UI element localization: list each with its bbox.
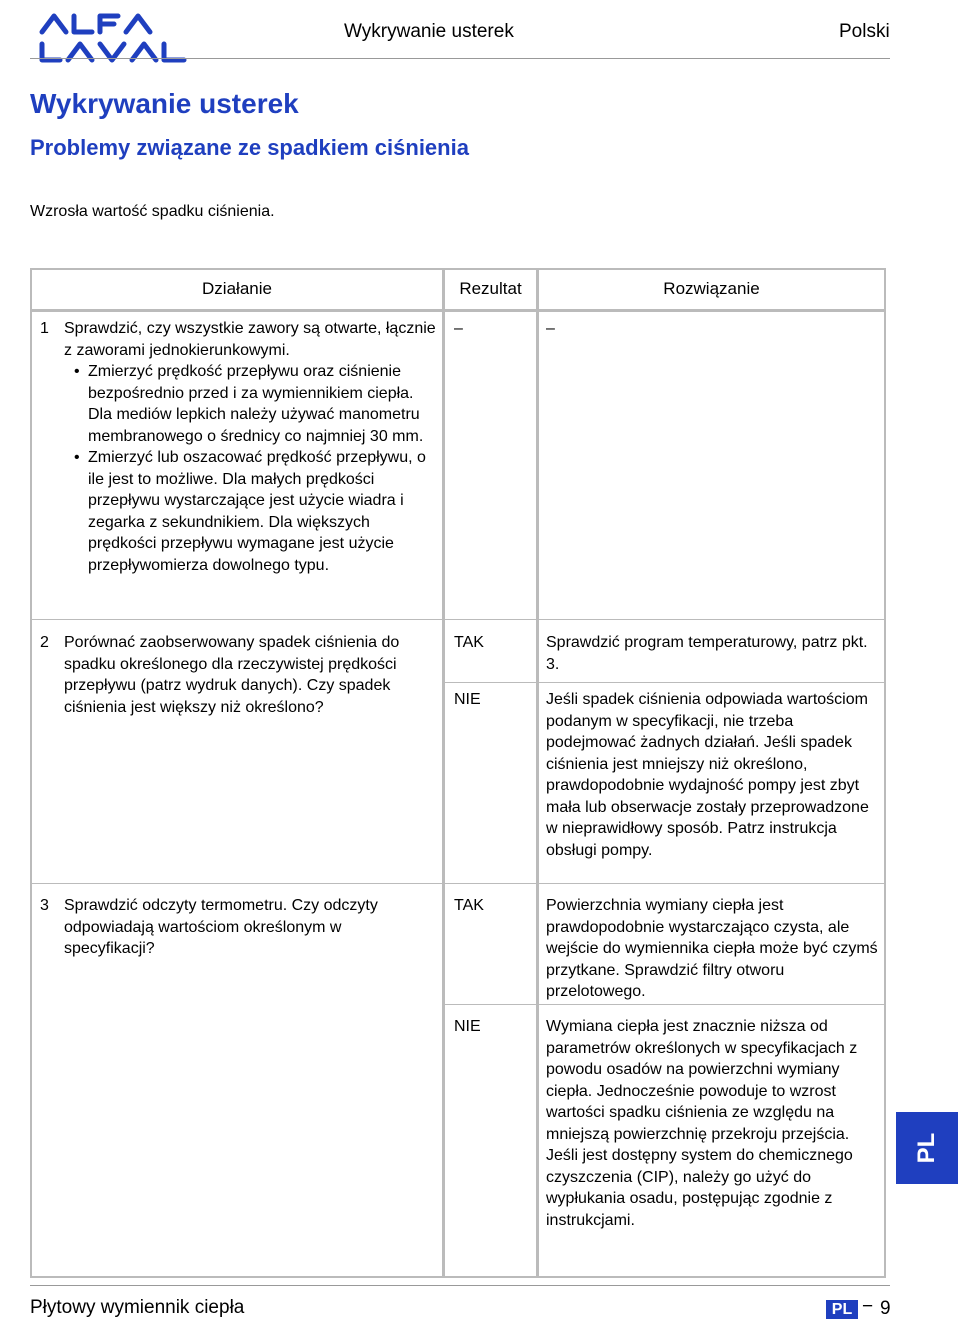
page-title: Wykrywanie usterek bbox=[30, 88, 299, 119]
solution-text: Wymiana ciepła jest znacznie niższa od parametrów określonych w specyfikacjach z powodu osadów na powierzchni wymiany ciepła. Jednocześnie powoduje to wzrost wartości spadku ciśnienia ze względu na mniejszą powierzchnię przekroju przejścia. Jeśli jest dostępny system do chemicznego czyszczenia (CIP), należy go użyć do wypłukania osadu, postępując zgodnie z instrukcjami. bbox=[546, 1018, 858, 1229]
language-side-tab bbox=[896, 1112, 958, 1184]
solution-text: – bbox=[546, 320, 555, 337]
result-value: TAK bbox=[454, 634, 484, 651]
footer-separator: − bbox=[862, 1296, 874, 1317]
row-divider bbox=[32, 619, 884, 620]
footer-document-name: Płytowy wymiennik ciepła bbox=[30, 1297, 245, 1318]
header-result: Rezultat bbox=[459, 279, 522, 298]
header-section-title: Wykrywanie usterek bbox=[344, 21, 514, 42]
footer-divider bbox=[30, 1285, 890, 1286]
row-number: 2 bbox=[40, 634, 49, 651]
header-action: Działanie bbox=[202, 279, 272, 298]
result-value: TAK bbox=[454, 897, 484, 914]
page-number: 9 bbox=[880, 1298, 891, 1319]
row-number: 1 bbox=[40, 320, 49, 337]
action-text bbox=[64, 318, 436, 576]
header-language: Polski bbox=[839, 21, 890, 42]
footer-language-badge: PL bbox=[826, 1300, 858, 1319]
solution-text: Sprawdzić program temperaturowy, patrz pkt. 3. bbox=[546, 634, 868, 673]
solution-text: Jeśli spadek ciśnienia odpowiada wartościom podanym w specyfikacji, nie trzeba podejmować żadnych działań. Jeśli spadek ciśnienia jest mniejszy niż określono, prawdopodobnie wydajność pompy jest zbyt mała lub obserwacje zostały przeprowadzone w nieprawidłowy sposób. Patrz instrukcja obsługi pompy. bbox=[546, 691, 869, 859]
column-divider bbox=[536, 270, 539, 1276]
row-divider bbox=[32, 883, 884, 884]
action-main: Sprawdzić, czy wszystkie zawory są otwarte, łącznie z zaworami jednokierunkowymi. bbox=[64, 320, 436, 359]
result-value: NIE bbox=[454, 691, 481, 708]
troubleshooting-table bbox=[30, 268, 886, 1278]
header-divider bbox=[30, 58, 890, 59]
action-bullet: • Zmierzyć lub oszacować prędkość przepływu, o ile jest to możliwe. Dla małych prędkości przepływu wystarczające jest użycie wiadra i zegarka z sekundnikiem. Dla większych prędkości przepływu wymagane jest użycie przepływomierza dowolnego typu. bbox=[64, 447, 436, 576]
side-tab-label: PL bbox=[913, 1132, 940, 1164]
solution-text: Powierzchnia wymiany ciepła jest prawdopodobnie wystarczająco czysta, ale wejście do wymiennika ciepła może być czymś przytkane. Sprawdzić filtry otworu przelotowego. bbox=[546, 897, 878, 1000]
intro-text: Wzrosła wartość spadku ciśnienia. bbox=[30, 203, 275, 220]
page-subtitle: Problemy związane ze spadkiem ciśnienia bbox=[30, 135, 469, 160]
result-value: – bbox=[454, 320, 463, 337]
result-value: NIE bbox=[454, 1018, 481, 1035]
sub-row-divider bbox=[445, 1004, 884, 1005]
header-solution: Rozwiązanie bbox=[663, 279, 760, 298]
header-divider bbox=[32, 309, 884, 312]
row-number: 3 bbox=[40, 897, 49, 914]
column-divider bbox=[442, 270, 445, 1276]
action-text: Porównać zaobserwowany spadek ciśnienia do spadku określonego dla rzeczywistej prędkości przepływu (patrz wydruk danych). Czy spadek ciśnienia jest większy niż określono? bbox=[64, 634, 400, 716]
action-bullet: • Zmierzyć prędkość przepływu oraz ciśnienie bezpośrednio przed i za wymiennikiem ciepła. Dla mediów lepkich należy używać manometru membranowego o średnicy co najmniej 30 mm. bbox=[64, 361, 436, 447]
sub-row-divider bbox=[445, 682, 884, 683]
action-text: Sprawdzić odczyty termometru. Czy odczyty odpowiadają wartościom określonym w specyfikacji? bbox=[64, 897, 378, 957]
